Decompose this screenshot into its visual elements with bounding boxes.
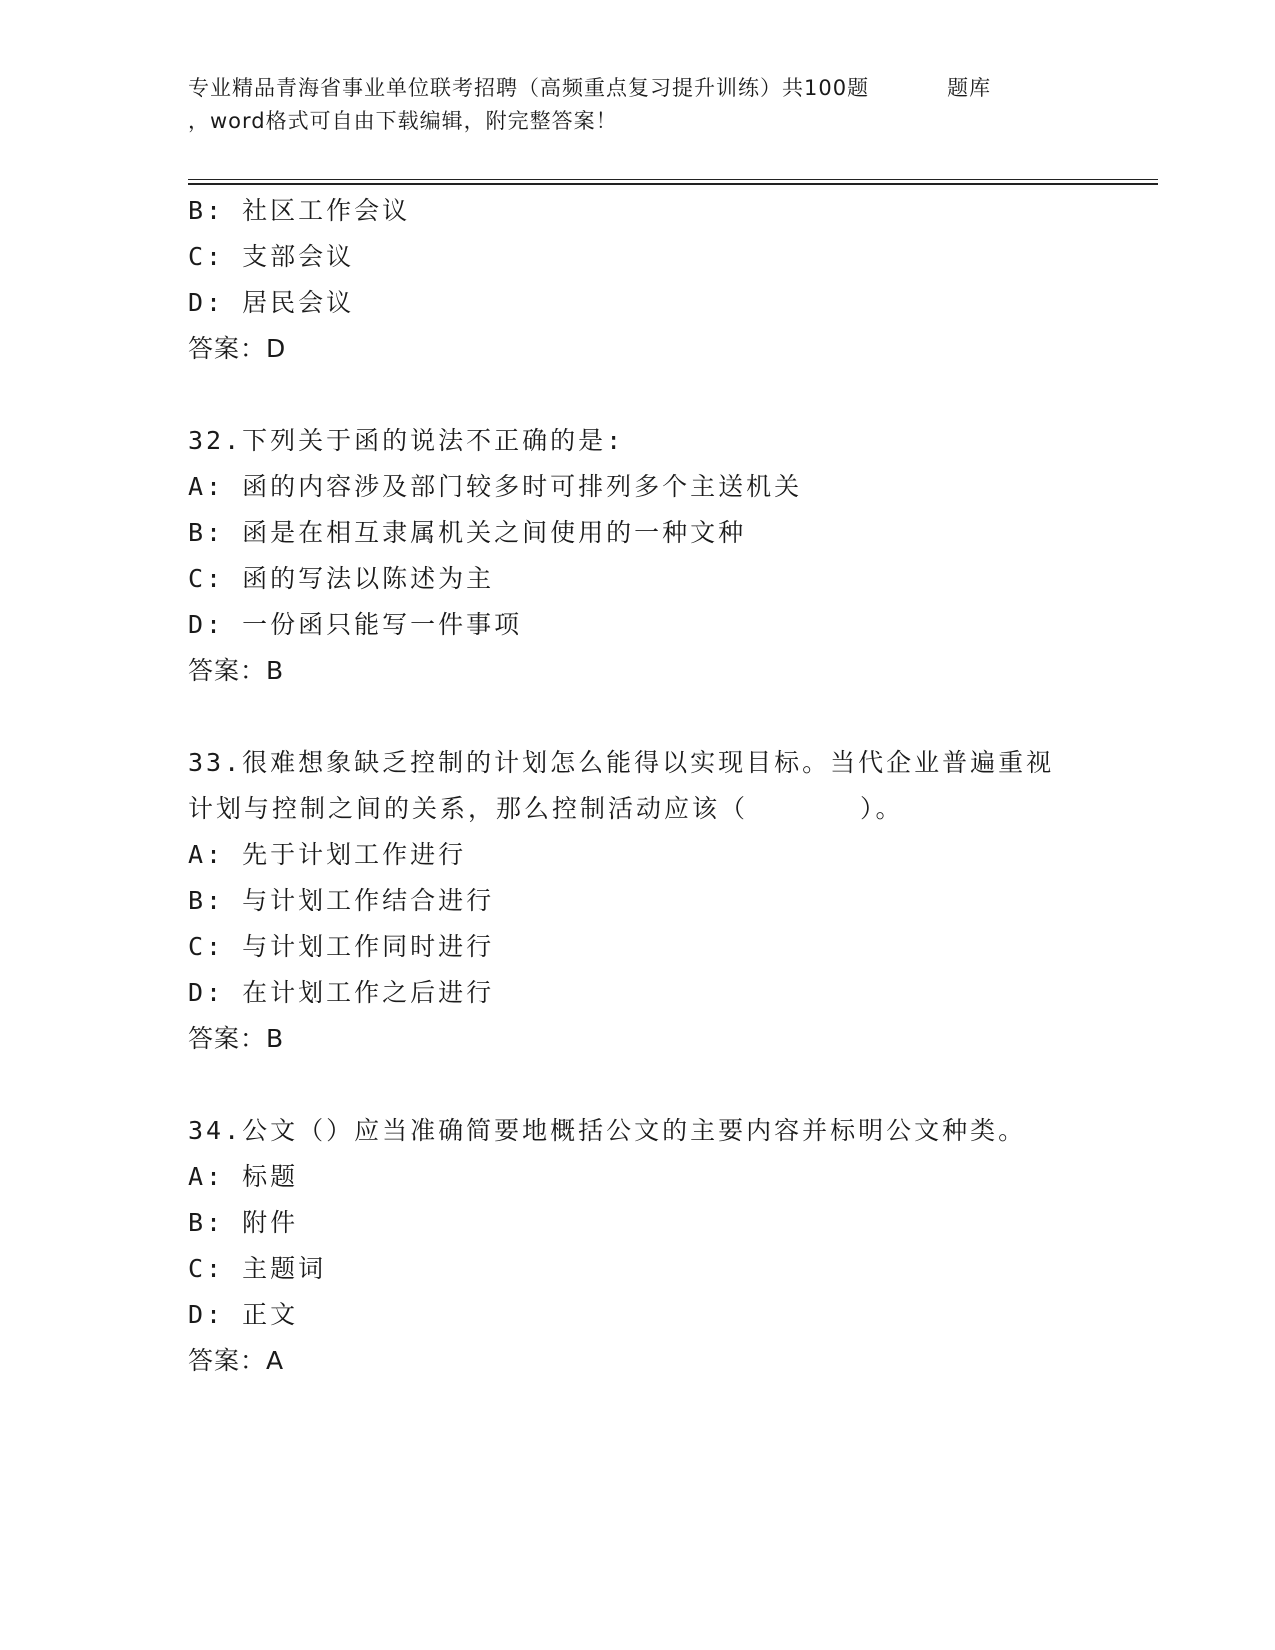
option-line: C: 函的写法以陈述为主 bbox=[188, 564, 495, 593]
answer-line: 答案：D bbox=[188, 334, 287, 363]
option-line: D: 正文 bbox=[188, 1300, 299, 1329]
answer-line: 答案：B bbox=[188, 1024, 285, 1053]
option-line: D: 居民会议 bbox=[188, 288, 355, 317]
header-row bbox=[188, 72, 1158, 105]
option-line: B: 附件 bbox=[188, 1208, 299, 1237]
header-divider-thin bbox=[188, 179, 1158, 180]
answer-line: 答案：B bbox=[188, 656, 285, 685]
question-stem: 33.很难想象缺乏控制的计划怎么能得以实现目标。当代企业普遍重视 bbox=[188, 748, 1055, 777]
header-divider-thick bbox=[188, 183, 1158, 185]
prev-question-block bbox=[188, 188, 1088, 372]
header-subtitle: ，word格式可自由下载编辑，附完整答案！ bbox=[188, 109, 618, 133]
answer-line: 答案：A bbox=[188, 1346, 285, 1375]
page-header bbox=[188, 72, 1158, 138]
header-tag: 题库 bbox=[947, 76, 992, 100]
option-line: D: 一份函只能写一件事项 bbox=[188, 610, 523, 639]
option-line: C: 主题词 bbox=[188, 1254, 327, 1283]
question-stem: 34.公文（）应当准确简要地概括公文的主要内容并标明公文种类。 bbox=[188, 1116, 1027, 1145]
option-line: B: 与计划工作结合进行 bbox=[188, 886, 495, 915]
option-line: A: 先于计划工作进行 bbox=[188, 840, 467, 869]
option-line: A: 标题 bbox=[188, 1162, 299, 1191]
spacer bbox=[188, 372, 1088, 418]
option-line: B: 函是在相互隶属机关之间使用的一种文种 bbox=[188, 518, 747, 547]
option-line: C: 与计划工作同时进行 bbox=[188, 932, 495, 961]
option-line: A: 函的内容涉及部门较多时可排列多个主送机关 bbox=[188, 472, 803, 501]
question-content bbox=[188, 188, 1088, 1384]
question-stem-continued: 计划与控制之间的关系，那么控制活动应该（ ）。 bbox=[188, 794, 904, 823]
question-block-33 bbox=[188, 740, 1088, 1062]
header-title: 专业精品青海省事业单位联考招聘（高频重点复习提升训练）共100题 bbox=[188, 76, 870, 100]
option-line: D: 在计划工作之后进行 bbox=[188, 978, 495, 1007]
option-line: C: 支部会议 bbox=[188, 242, 355, 271]
question-block-32 bbox=[188, 418, 1088, 694]
spacer bbox=[188, 694, 1088, 740]
option-line: B: 社区工作会议 bbox=[188, 196, 411, 225]
question-block-34 bbox=[188, 1108, 1088, 1384]
question-stem: 32.下列关于函的说法不正确的是: bbox=[188, 426, 625, 455]
spacer bbox=[188, 1062, 1088, 1108]
